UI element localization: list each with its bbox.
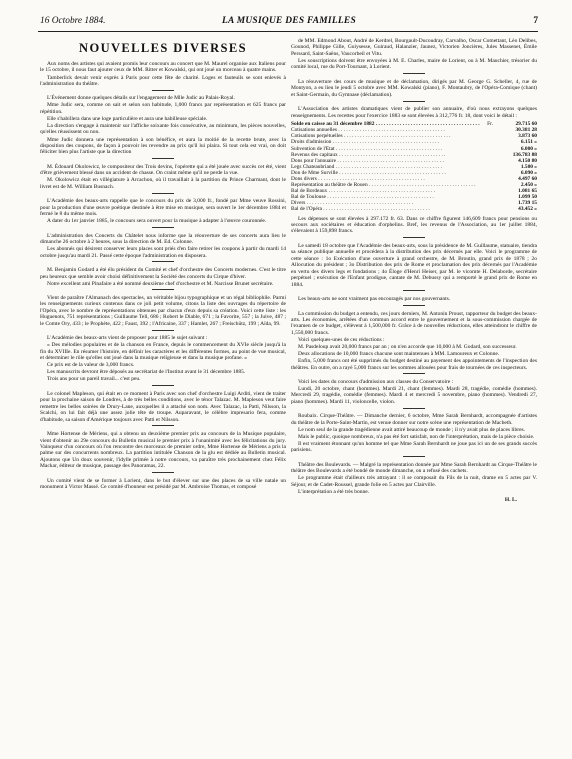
account-value: 3.873 60 <box>518 133 537 140</box>
paragraph: Deux allocations de 10,000 francs chacune sont maintenues à MM. Lamoureux et Colonne. <box>298 351 500 358</box>
account-value: 2.450 » <box>520 182 537 189</box>
paragraph: Vient de paraître l'Almanach des spectacles, un véritable bijou typographique et un régal bibliophile. Parmi les renseignements curieux contenus dans ce joli petit volume, citons la liste des ouvrages du répertoire de l'Opéra, avec le nombre de représentations obtenues par chacun d'eux depuis sa création. Voici cette liste : les Huguenots, 751 représentations ; Guillaume Tell, 686 ; Robert le Diable, 671 ; la Favorite, 557 ; la Juive, 487 ; le Comte Ory, 433 ; le Prophète, 422 ; Faust, 392 ; l'Africaine, 337 ; Hamlet, 267 ; Freischütz, 199 ; Aïda, 99. <box>40 295 286 327</box>
header-title: LA MUSIQUE DES FAMILLES <box>222 16 356 26</box>
paragraph: La direction s'engage à maintenir sur l'affiche soixante fois consécutive, au minimum, les pièces nouvelles, qu'elles réussissent ou non. <box>40 123 286 136</box>
paragraph: L'Académie des beaux-arts vient de proposer pour 1885 le sujet suivant : <box>47 335 208 342</box>
paragraph: Le nom seul de la grande tragédienne avait attiré beaucoup de monde ; il n'y avait plus de places libres. <box>298 426 526 433</box>
account-value: 43.452 » <box>518 206 537 213</box>
account-row <box>291 206 537 212</box>
page-header <box>40 16 538 30</box>
paragraph: M. Pasdeloup avait 20,000 francs par an ; on n'en accorde que 10,000 à M. Godard, son successeur. <box>298 343 517 350</box>
paragraph: « Des mélodies populaires et de la chanson en France, depuis le commencement du XVIe siècle jusqu'à la fin du XVIIIe. En résumer l'histoire, en définir les caractères et les différentes formes, au point de vue musical, et déterminer le rôle qu'elles ont joué dans la musique religieuse et dans la musique profane. » <box>40 342 286 362</box>
paragraph: Le samedi 18 octobre que l'Académie des beaux-arts, sous la présidence de M. Guillaume, statuaire, tiendra sa séance publique annuelle et procédera à la distribution des prix décernés par elle. Voici le programme de cette séance : 1o Exécution d'une ouverture à grand orchestre, de M. Broutin, grand prix de 1878 ; 2o Allocution du président ; 3o Distribution des prix de Rome et proclamation des prix décernés par l'Académie en vertu des divers legs et fondations ; 4o Éloge d'Henri Heiser, par M. le vicomte H. Delaborde, secrétaire perpétuel ; exécution de l'Enfant prodigue, cantate de M. Debussy qui a remporté le grand prix de Rome en 1884. <box>291 242 537 288</box>
separator-ornament <box>291 236 537 242</box>
account-label: Bal de l'Opéra . . . <box>291 206 481 212</box>
separator-ornament <box>40 226 286 232</box>
paragraph: Ce prix est de la valeur de 3,000 francs. <box>47 362 135 369</box>
section-title: NOUVELLES DIVERSES <box>79 41 247 55</box>
paragraph: Notre excellent ami Pinafaire a été nommé deuxième chef d'orchestre et M. Narcisse Brunet secrétaire. <box>47 280 274 287</box>
account-value: 1.739 15 <box>518 200 537 207</box>
separator-ornament <box>40 157 286 163</box>
paragraph: Mme Judic sera, comme on sait et selon son habitude, 1,000 francs par représentation et 625 francs par répétition. <box>40 102 286 115</box>
account-currency: Fr. <box>487 121 493 128</box>
account-label: Dons pour l'annuaire . . . <box>291 158 481 164</box>
separator-ornament <box>40 471 286 477</box>
account-value: 4.497 60 <box>518 175 537 182</box>
paragraph: Lundi, 20 octobre, chant (hommes). Mardi 21, chant (femmes). Mardi 28, tragédie, comédie (hommes). Mercredi 29, tragédie, comédie (femmes). Mardi 4 et mercredi 5 novembre, piano (hommes). Vendredi 27, piano (hommes). Mardi 11, violoncelle, violon. <box>291 386 537 405</box>
account-label: Subvention de l'État . . . <box>291 146 481 152</box>
account-label: Divers . . . <box>291 200 481 206</box>
separator-ornament <box>40 384 286 390</box>
paragraph: Les manuscrits devront être déposés au secrétariat de l'Institut avant le 31 décembre 1885. <box>47 369 246 376</box>
paragraph: Théâtre des Boulevards. — Malgré la représentation donnée par Mme Sarah Bernhardt au Cirque-Théâtre le théâtre des Boulevards a été bondé de monde dimanche, on a refusé des cachets. <box>291 461 537 475</box>
separator-ornament <box>291 99 537 105</box>
paragraph: L'Association des artistes dramatiques vient de publier son annuaire, d'où nous extrayons quelques renseignements. Les recettes pour l'exercice 1883 se sont élevées à 312,776 fr. 18, dont voici le détail : <box>291 106 537 119</box>
left-paragraphs <box>40 61 286 491</box>
paragraph: Elle s'habillera dans une loge particulière et aura une habilleuse spéciale. <box>47 115 208 122</box>
header-rule <box>38 31 538 32</box>
separator-ornament <box>40 424 286 430</box>
account-value: 6.090 » <box>520 169 537 176</box>
separator-ornament <box>291 455 537 461</box>
paragraph: Enfin, 5,000 francs ont été supprimés du budget destiné au payement des appointements de l'inspection des théâtres. En outre, on a rayé 5,000 francs sur les sommes allouées pour frais de tournées de ces inspecteurs. <box>291 358 537 371</box>
paragraph: Aux noms des artistes qui avaient promis leur concours au concert que M. Maurel organise aux Italiens pour le 15 octobre, il nous faut ajouter ceux de MM. Ritter et Kowalski, qui ont joué un morceau à quatre mains. <box>40 61 286 74</box>
separator-ornament <box>291 372 537 378</box>
account-value: 30.381 28 <box>515 127 537 134</box>
paragraph: Les beaux-arts ne sont vraiment pas encouragés par nos gouvernants. <box>298 296 451 303</box>
account-value: 136.783 88 <box>512 151 537 158</box>
paragraph: Voici quelques-unes de ces réductions : <box>298 336 385 343</box>
paragraph: Les dépenses se sont élevées à 297.172 fr. 63. Dans ce chiffre figurent 146,609 francs pour pensions ou secours aux sociétaires et éducation d'orphelins. Bref, les revenus de l'Association, au 1er juillet 1884, s'élevaient à 159,898 francs. <box>291 215 537 235</box>
paragraph: L'administration des Concerts du Châtelet nous informe que la réouverture de ses concerts aura lieu le dimanche 26 octobre à 2 heures, sous la direction de M. Ed. Colonne. <box>40 232 286 246</box>
account-value: 4.150 80 <box>518 157 537 164</box>
paragraph: Le colonel Mapleson, qui était en ce moment à Paris avec son chef d'orchestre Luigi Arditi, vient de traiter pour la prochaine saison de Londres, à de très belles conditions, avec le ténor Talazac. M. Mapleson veut faire remettre les belles soirées de Drury-Lane, auxquelles il a attaché son nom. Avec Talazac, la Patti, Nilsson, la Scalchi, on lui fait déjà une assez jolie tête de troupe. Auparavant, le célèbre impresario fera, comme d'habitude, sa saison d'Amérique toujours avec Patti et Nilsson. <box>40 390 286 423</box>
paragraph: L'interprétation a été très bonne. <box>298 488 370 495</box>
right-top-paragraphs <box>291 38 537 119</box>
separator-ornament <box>40 288 286 294</box>
paragraph: Mme Judic donnera une représentation à son bénéfice, et aura la moitié de la recette brute, avec la disposition des coupons, de façon à pouvoir les revendre au prix qu'il lui plaira. Si tout cela est vrai, on doit féliciter bien plus l'artiste que la direction <box>40 136 286 156</box>
right-column <box>291 38 537 504</box>
account-value: 6.151 » <box>520 139 537 146</box>
account-label: Revenus des capitaux . . . <box>291 152 481 158</box>
header-date: 16 Octobre 1884. <box>40 16 106 26</box>
paragraph: A dater du 1er janvier 1885, le concours sera ouvert pour la musique à adapter à l'œuvre couronnée. <box>47 218 267 225</box>
paragraph: La commission du budget a entendu, ces jours derniers, M. Antonin Proust, rapporteur du budget des beaux-arts. Les économies, arrêtées d'un commun accord entre le gouvernement et la sous-commission chargée de l'examen de ce budget, s'élèvent à 1,500,000 fr. Grâce à de nouvelles réductions, elles atteindront le chiffre de 1,550,000 francs. <box>291 310 537 336</box>
paragraph: Roubaix. Cirque-Théâtre. — Dimanche dernier, 6 octobre, Mme Sarah Bernhardt, accompagnée d'artistes du théâtre de la Porte-Saint-Martin, est venue donner sur notre scène une représentation de Macbeth. <box>291 413 537 426</box>
paragraph: Le programme était d'ailleurs très attrayant : il se composait du Fils de la nuit, drame en 5 actes par V. Séjour, et de Cadet-Roussel, grande folie en 5 actes par Clairville. <box>291 475 537 488</box>
paragraph: Un comité vient de se former à Lorient, dans le but d'élever sur une des places de sa ville natale un monument à Victor Massé. Ce comité d'honneur est présidé par M. Ambroise Thomas, et composé <box>40 477 286 491</box>
account-label: Don de Mme Surville . . . <box>291 170 481 176</box>
separator-ornament <box>291 406 537 412</box>
account-label: Dons divers . . . <box>291 176 481 182</box>
paragraph: Il est vraiment étonnant qu'un homme tel que Mme Sarah Bernhardt ne joue pas ici un de ses grands succès parisiens. <box>291 440 537 454</box>
separator-ornament <box>291 304 537 310</box>
paragraph: Trois ans pour un pareil travail... c'est peu. <box>47 376 141 383</box>
paragraph: Tamberlick devait venir exprès à Paris pour cette fête de charité. Loges et fauteuils se sont enlevés à l'administration du théâtre. <box>40 74 286 87</box>
paragraph: M. Édouard Okolowicz, le compositeur des Trois devins, l'opérette qui a été jouée avec succès cet été, vient d'être grièvement blessé dans un accident de chasse. On craint même qu'il ne perde la vue. <box>40 163 286 177</box>
account-value: 29.715 60 <box>515 121 537 128</box>
paragraph: Voici les dates du concours d'admission aux classes du Conservatoire : <box>298 378 454 385</box>
separator-ornament <box>291 289 537 295</box>
paragraph: L'Académie des beaux-arts rappelle que le concours du prix de 3,000 fr., fondé par Mme veuve Rossini, pour la production d'une œuvre poétique destinée à être mise en musique, sera ouvert le 1er décembre 1884 et fermé le 8 du même mois. <box>40 198 286 218</box>
paragraph: L'Événement donne quelques détails sur l'engagement de Mlle Judic au Palais-Royal. <box>47 95 235 102</box>
account-label: Bal de Toulouse . . . <box>291 194 481 200</box>
account-label: Solde en caisse au 31 décembre 1882 . . . <box>291 121 481 127</box>
separator-ornament <box>40 328 286 334</box>
account-value: 1.081 65 <box>518 188 537 195</box>
account-label: Cotisations perpétuelles . . . <box>291 133 481 139</box>
account-label: Droits d'admission . . . <box>291 139 481 145</box>
paragraph: Les abonnés qui désirent conserver leurs places sont priés d'en faire retirer les coupons à partir du mardi 14 octobre jusqu'au mardi 21. Passé cette époque l'administration en disposera. <box>40 246 286 259</box>
separator-ornament <box>40 88 286 94</box>
separator-ornament <box>40 191 286 197</box>
left-column <box>40 38 286 491</box>
paragraph: Les souscriptions doivent être envoyées à M. E. Charles, maire de Lorient, ou à M. Mauchier, trésorier du comité local, rue du Port-Tournant, à Lorient. <box>291 57 537 71</box>
accounts-table <box>291 121 537 212</box>
paragraph: Mais le public, quoique nombreux, n'a pas été fort satisfait, non de l'interprétation, mais de la pièce choisie. <box>298 433 535 440</box>
right-bottom-paragraphs <box>291 216 537 496</box>
account-value: 1.500 » <box>520 163 537 170</box>
account-label: Représentation au théâtre de Rouen . . . <box>291 182 481 188</box>
paragraph: M. Benjamin Godard a été élu président du Comité et chef d'orchestre des Concerts modernes. C'est le titre peu heureux que semble avoir choisi définitivement la Société des concerts du Cirque d'hiver. <box>40 267 286 280</box>
paragraph: de MM. Edmond About, André de Kerdrel, Bourgault-Ducoudray, Carvalho, Oscar Comettant, Léo Delibes, Gounod, Philippe Gille, Guiysesse, Guiraud, Halanzier, Jaunez, Victorien Joncières, Jules Massenet, Émile Perssard, Saint-Saëns, Vaucorbeil et Vitu. <box>291 38 537 57</box>
account-label: Cotisations annuelles . . . <box>291 127 481 133</box>
page-number: 7 <box>533 16 538 26</box>
account-value: 6.000 » <box>520 145 537 152</box>
paragraph: M. Okolowicz était en villégiature à Arcachon, où il travaillait à la partition du Prince Charmant, dont le livret est de M. William Busnach. <box>40 177 286 190</box>
account-label: Bal de Bordeaux . . . <box>291 188 481 194</box>
account-label: Legs Chateaubriand . . . <box>291 164 481 170</box>
paragraph: Mme Hortense de Mériens, qui a obtenu un deuxième premier prix au concours de la Musique populaire, vient d'obtenir au 29e concours du Bulletin musical le premier prix à l'unanimité avec les félicitations du jury. Vainqueur d'un concours où l'on rencontre des morceaux de premier ordre, Mme Hortense de Mériens a pris la palme sur des concurrents nombreux. La partition intitulée Chanson de la glu est dédiée au Bulletin musical. Ajoutons que Un doux souvenir, l'idylle primée à notre concours, va paraître très prochainement chez Félix Mackar, éditeur de musique, passage des Panoramas, 22. <box>40 431 286 470</box>
separator-ornament <box>40 260 286 266</box>
account-value: 1.099 50 <box>518 194 537 201</box>
separator-ornament <box>291 72 537 78</box>
signature: H. L. <box>504 497 517 504</box>
paragraph: La réouverture des cours de musique et de déclamation, dirigés par M. George G. Scheller, 4, rue de Montyon, a eu lieu le jeudi 5 octobre avec MM. Kowalski (piano), F. Montaubry, de l'Opéra-Comique (chant) et Saint-Germain, du Gymnase (déclamation). <box>291 78 537 98</box>
